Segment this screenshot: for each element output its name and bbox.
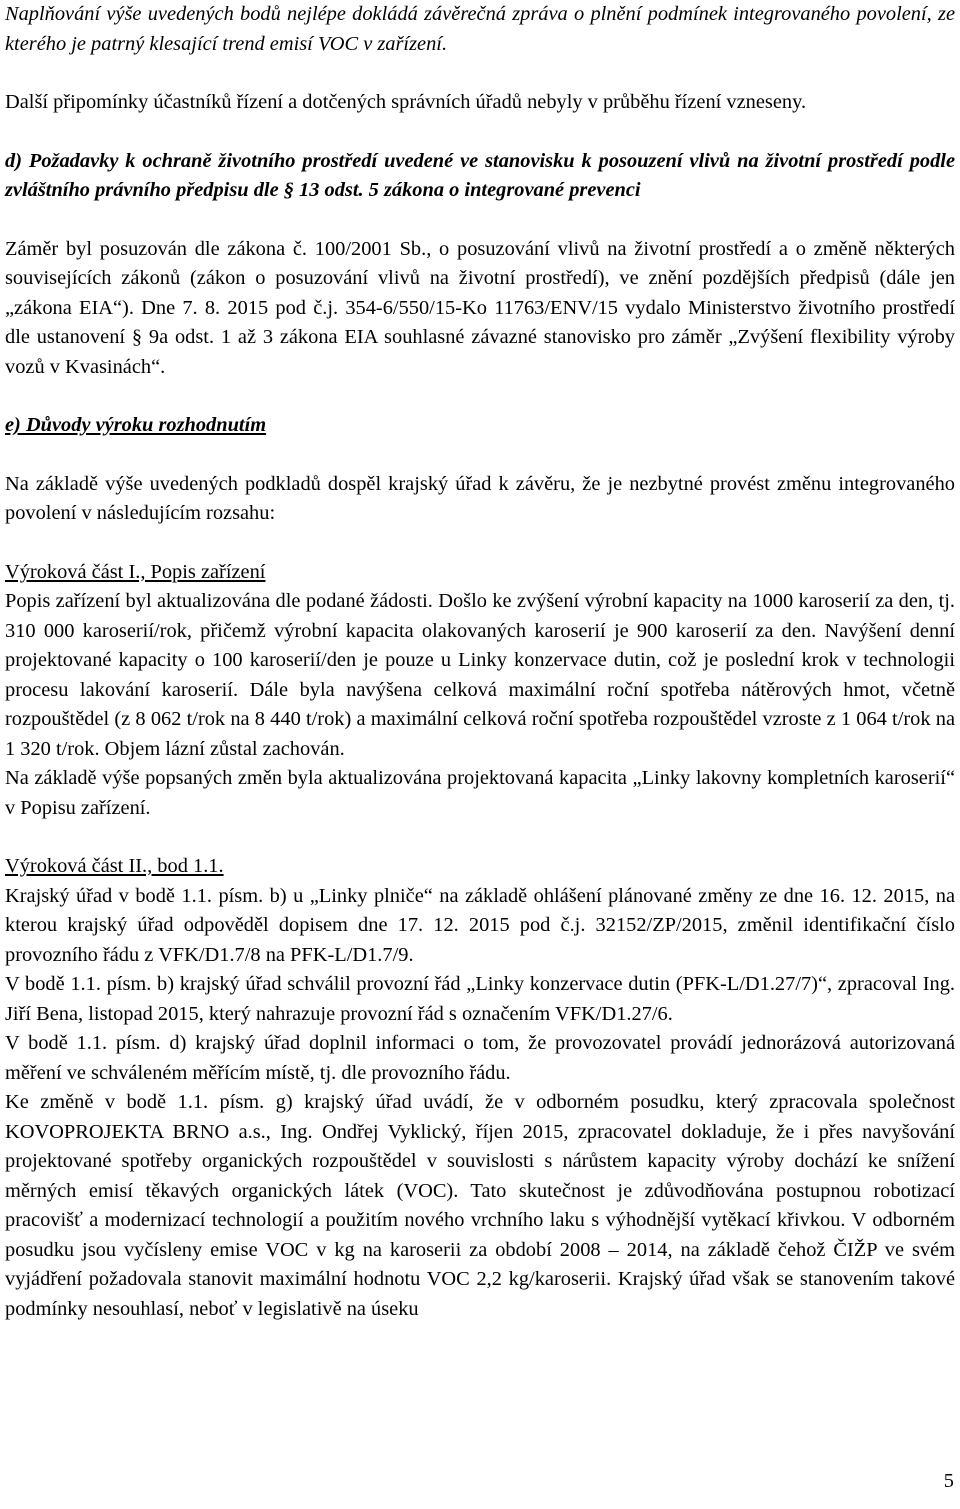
section-e-heading: e) Důvody výroku rozhodnutím bbox=[5, 414, 267, 436]
part-1-paragraph-1: Popis zařízení byl aktualizována dle podané žádosti. Došlo ke zvýšení výrobní kapacity na 1000 karoserií za den, tj. 310 000 karoserií/rok, přičemž výrobní kapacita olakovaných karoserií je 900 karoserií za den. Navýšení denní projektované kapacity o 100 karoserií/den je pouze u Linky konzervace dutin, což je poslední krok v technologii procesu lakování karoserií. Dále byla navýšena celková maximální roční spotřeba nátěrových hmot, včetně rozpouštědel (z 8 062 t/rok na 8 440 t/rok) a maximální celková roční spotřeba rozpouštědel vzroste z 1 064 t/rok na 1 320 t/rok. Objem lázní zůstal zachován. bbox=[5, 590, 955, 760]
section-d-body: Záměr byl posuzován dle zákona č. 100/2001 Sb., o posuzování vlivů na životní prostředí a o změně některých souvisejících zákonů (zákon o posuzování vlivů na životní prostředí), ve znění pozdějších předpisů (dále jen „zákona EIA“). Dne 7. 8. 2015 pod č.j. 354-6/550/15-Ko 11763/ENV/15 vydalo Ministerstvo životního prostředí dle ustanovení § 9a odst. 1 až 3 zákona EIA souhlasné závazné stanovisko pro záměr „Zvýšení flexibility výroby vozů v Kvasinách“. bbox=[5, 237, 955, 378]
part-2-paragraph-1: Krajský úřad v bodě 1.1. písm. b) u „Linky plniče“ na základě ohlášení plánované změny ze dne 16. 12. 2015, na kterou krajský úřad odpověděl dopisem dne 17. 12. 2015 pod č.j. 32152/ZP/2015, změnil identifikační číslo provozního řádu z VFK/D1.7/8 na PFK-L/D1.7/9. bbox=[5, 884, 955, 966]
section-d-heading: d) Požadavky k ochraně životního prostředí uvedené ve stanovisku k posouzení vlivů na životní prostředí podle zvláštního právního předpisu dle § 13 odst. 5 zákona o integrované prevenci bbox=[5, 149, 955, 201]
part-2-paragraph-4: Ke změně v bodě 1.1. písm. g) krajský úřad uvádí, že v odborném posudku, který zpracovala společnost KOVOPROJEKTA BRNO a.s., Ing. Ondřej Vyklický, říjen 2015, zpracovatel dokladuje, že i přes navyšování projektované spotřeby organických rozpouštědel v souvislosti s nárůstem kapacity výroby dochází ke snížení měrných emisí těkavých organických látek (VOC). Tato skutečnost je zdůvodňována postupnou robotizací pracovišť a modernizací technologií a použitím nového vrchního laku s výhodnější vytěkací křivkou. V odborném posudku jsou vyčísleny emise VOC v kg na karoserii za období 2008 – 2014, na základě čehož ČIŽP ve svém vyjádření požadovala stanovit maximální hodnotu VOC 2,2 kg/karoserii. Krajský úřad však se stanovením takové podmínky nesouhlasí, neboť v legislativě na úseku bbox=[5, 1091, 955, 1320]
spacer bbox=[5, 206, 955, 235]
page-number: 5 bbox=[943, 1470, 954, 1492]
part-2-paragraph-2: V bodě 1.1. písm. b) krajský úřad schválil provozní řád „Linky konzervace dutin (PFK-L/D1.27/7)“, zpracoval Ing. Jiří Bena, listopad 2015, který nahrazuje provozní řád s označením VFK/D1.27/6. bbox=[5, 973, 955, 1025]
spacer bbox=[5, 118, 955, 147]
intro-paragraph-2: Další připomínky účastníků řízení a dotčených správních úřadů nebyly v průběhu řízení vzneseny. bbox=[5, 91, 807, 113]
part-1-heading: Výroková část I., Popis zařízení bbox=[5, 560, 266, 583]
section-e-body: Na základě výše uvedených podkladů dospěl krajský úřad k závěru, že je nezbytné provést změnu integrovaného povolení v následujícím rozsahu: bbox=[5, 472, 955, 524]
spacer bbox=[5, 529, 955, 558]
part-2-paragraph-3: V bodě 1.1. písm. d) krajský úřad doplnil informaci o tom, že provozovatel provádí jednorázová autorizovaná měření ve schváleném měřícím místě, tj. dle provozního řádu. bbox=[5, 1032, 955, 1084]
document-page bbox=[5, 0, 955, 1324]
spacer bbox=[5, 59, 955, 88]
intro-paragraph-1: Naplňování výše uvedených bodů nejlépe dokládá závěrečná zpráva o plnění podmínek integrovaného povolení, ze kterého je patrný klesající trend emisí VOC v zařízení. bbox=[5, 3, 955, 55]
spacer bbox=[5, 382, 955, 411]
spacer bbox=[5, 441, 955, 470]
part-1-paragraph-2: Na základě výše popsaných změn byla aktualizována projektovaná kapacita „Linky lakovny kompletních karoserií“ v Popisu zařízení. bbox=[5, 767, 955, 819]
spacer bbox=[5, 823, 955, 852]
part-2-heading: Výroková část II., bod 1.1. bbox=[5, 855, 224, 877]
